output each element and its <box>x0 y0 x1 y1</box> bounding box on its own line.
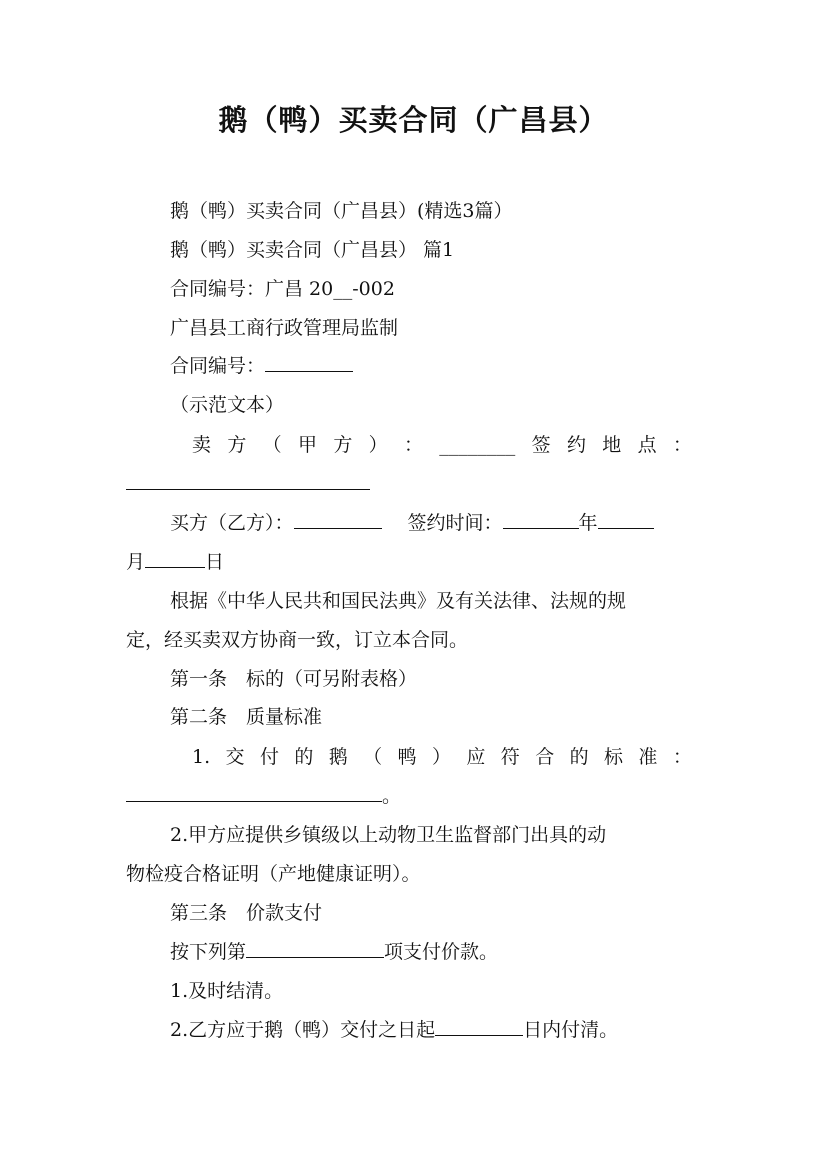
sign-place-char: ： <box>672 434 692 456</box>
line-part-heading: 鹅（鸭）买卖合同（广昌县） 篇1 <box>170 239 455 261</box>
payment-item-2 <box>170 1011 704 1049</box>
day-label: 日 <box>205 551 225 573</box>
seller-char: ： <box>403 434 423 456</box>
standard-char: 付 <box>259 746 279 768</box>
payment-days-blank[interactable] <box>435 1013 523 1036</box>
article-1: 第一条 标的（可另附表格） <box>170 668 418 690</box>
year-blank[interactable] <box>503 506 579 529</box>
paragraph-basis-1: 根据《中华人民共和国民法典》及有关法律、法规的规 <box>170 590 627 612</box>
seller-blank[interactable]: ________ <box>439 434 516 456</box>
month-label: 月 <box>126 551 146 573</box>
standard-char: 符 <box>500 746 520 768</box>
payment-item-1: 1.及时结清。 <box>170 980 284 1002</box>
article-2: 第二条 质量标准 <box>170 706 323 728</box>
line-contract-number-2 <box>170 347 704 385</box>
line-seller <box>192 426 692 464</box>
payment-item-2-suffix: 日内付清。 <box>523 1019 619 1041</box>
line-payment-option <box>170 933 704 971</box>
standard-end: 。 <box>382 785 402 807</box>
contract-number-label: 合同编号： <box>170 355 266 377</box>
line-month-day <box>126 543 704 581</box>
paragraph-basis-2: 定，经买卖双方协商一致，订立本合同。 <box>126 629 469 651</box>
seller-char: （ <box>262 434 282 456</box>
payment-option-suffix: 项支付价款。 <box>384 941 499 963</box>
article-3: 第三条 价款支付 <box>170 902 323 924</box>
sign-place-char: 地 <box>602 434 622 456</box>
standard-char: 交 <box>225 746 245 768</box>
document-title: 鹅（鸭）买卖合同（广昌县） <box>218 103 609 137</box>
line-issuer: 广昌县工商行政管理局监制 <box>170 317 399 339</box>
standard-char: 合 <box>535 746 555 768</box>
payment-item-2-label: 2.乙方应于鹅（鸭）交付之日起 <box>170 1019 436 1041</box>
payment-option-blank[interactable] <box>246 935 384 958</box>
seller-char: 甲 <box>297 434 317 456</box>
seller-char: ） <box>368 434 388 456</box>
line-buyer <box>170 504 704 542</box>
seller-char: 方 <box>333 434 353 456</box>
line-standard <box>192 738 692 776</box>
sign-place-blank[interactable] <box>126 467 370 490</box>
payment-option-label: 按下列第 <box>170 941 247 963</box>
seller-char: 卖 <box>192 434 212 456</box>
standard-char: 应 <box>466 746 486 768</box>
line-contract-number-1: 合同编号：广昌 20__-002 <box>170 278 395 300</box>
standard-char: ） <box>431 746 451 768</box>
buyer-blank[interactable] <box>294 506 382 529</box>
day-blank[interactable] <box>145 545 205 568</box>
line-standard-blank <box>126 777 704 815</box>
seller-char: 方 <box>227 434 247 456</box>
standard-char: 鹅 <box>328 746 348 768</box>
line-collection-title: 鹅（鸭）买卖合同（广昌县）(精选3篇） <box>170 200 513 222</box>
sign-place-char: 点 <box>637 434 657 456</box>
contract-number-blank[interactable] <box>265 349 353 372</box>
standard-char: （ <box>363 746 383 768</box>
standard-char: 1. <box>192 746 211 768</box>
paragraph-quarantine-1: 2.甲方应提供乡镇级以上动物卫生监督部门出具的动 <box>170 824 607 846</box>
paragraph-quarantine-2: 物检疫合格证明（产地健康证明）。 <box>126 863 421 885</box>
standard-char: 的 <box>569 746 589 768</box>
line-sample-text: （示范文本） <box>170 394 285 416</box>
sign-place-char: 约 <box>566 434 586 456</box>
month-blank[interactable] <box>598 506 654 529</box>
sign-place-char: 签 <box>531 434 551 456</box>
line-sign-place-blank <box>126 465 704 503</box>
buyer-label: 买方（乙方）： <box>170 512 294 534</box>
standard-blank[interactable] <box>126 779 382 802</box>
standard-char: 的 <box>294 746 314 768</box>
standard-char: 标 <box>604 746 624 768</box>
standard-char: ： <box>672 746 692 768</box>
standard-char: 准 <box>638 746 658 768</box>
year-label: 年 <box>578 512 598 534</box>
sign-time-label: 签约时间： <box>407 512 503 534</box>
standard-char: 鸭 <box>397 746 417 768</box>
